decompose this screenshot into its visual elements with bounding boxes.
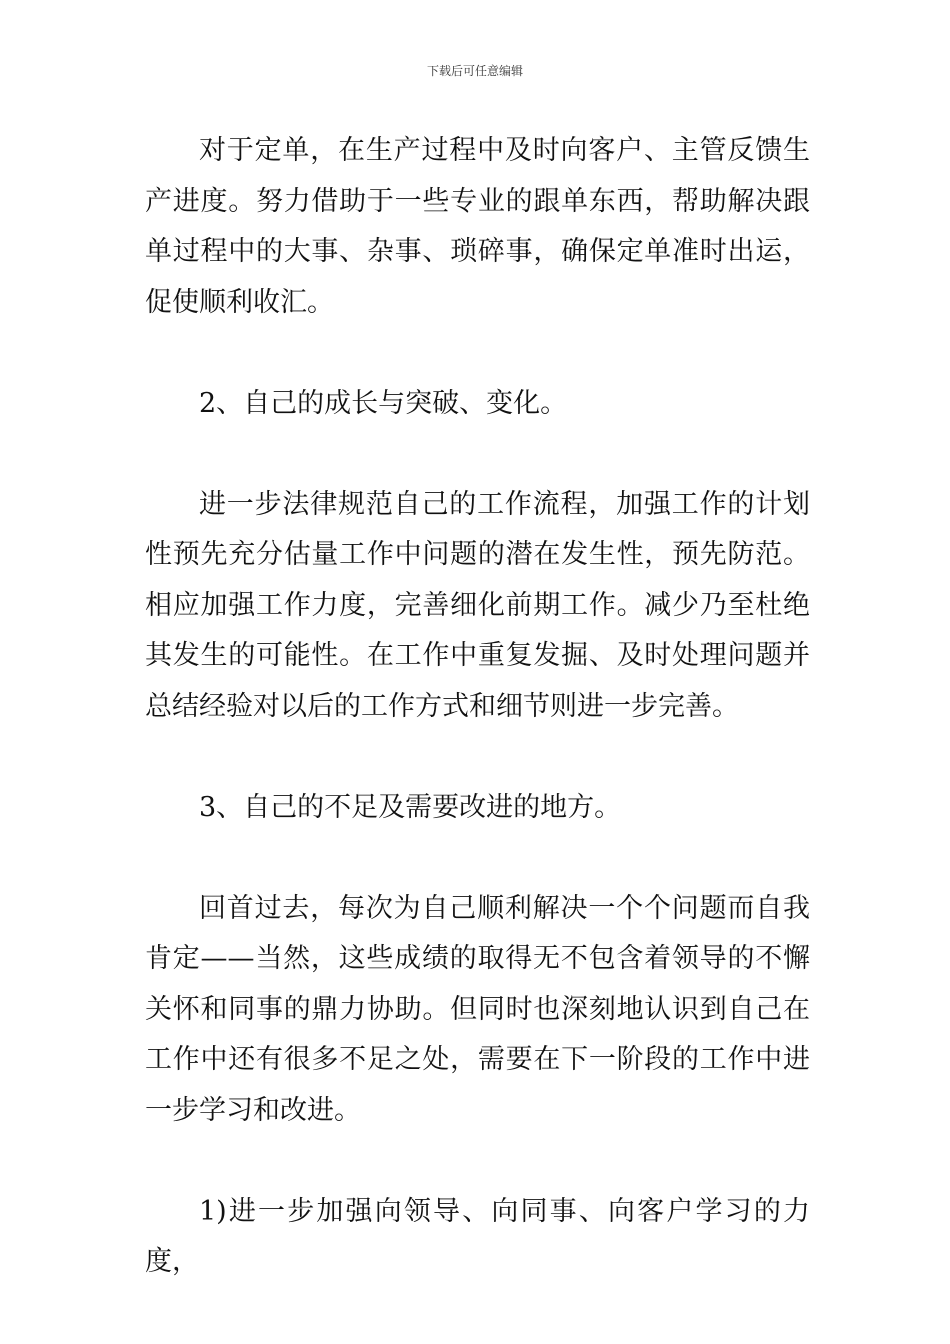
paragraph-gap — [145, 429, 810, 480]
paragraph-gap — [145, 328, 810, 379]
paragraph-growth: 进一步法律规范自己的工作流程，加强工作的计划性预先充分估量工作中问题的潜在发生性，预先防范。相应加强工作力度，完善细化前期工作。减少乃至杜绝其发生的可能性。在工作中重复发掘、及时处理问题并总结经验对以后的工作方式和细节则进一步完善。 — [145, 488, 810, 722]
paragraph-order-followup: 对于定单，在生产过程中及时向客户、主管反馈生产进度。努力借助于一些专业的跟单东西，帮助解决跟单过程中的大事、杂事、琐碎事，确保定单准时出运，促使顺利收汇。 — [145, 135, 810, 318]
paragraph-gap — [145, 833, 810, 884]
heading-shortcomings: 3、自己的不足及需要改进的地方。 — [199, 791, 622, 823]
paragraph-shortcomings: 回首过去，每次为自己顺利解决一个个问题而自我肯定——当然，这些成绩的取得无不包含着领导的不懈关怀和同事的鼎力协助。但同时也深刻地认识到自己在工作中还有很多不足之处，需要在下一阶段的工作中进一步学习和改进。 — [145, 892, 810, 1126]
page-header: 下载后可任意编辑 — [426, 64, 523, 78]
heading-growth: 2、自己的成长与突破、变化。 — [199, 387, 568, 419]
list-item-1: 1)进一步加强向领导、向同事、向客户学习的力度， — [145, 1195, 810, 1277]
paragraph-gap — [145, 1136, 810, 1187]
paragraph-gap — [145, 732, 810, 783]
document-body — [145, 126, 810, 1288]
